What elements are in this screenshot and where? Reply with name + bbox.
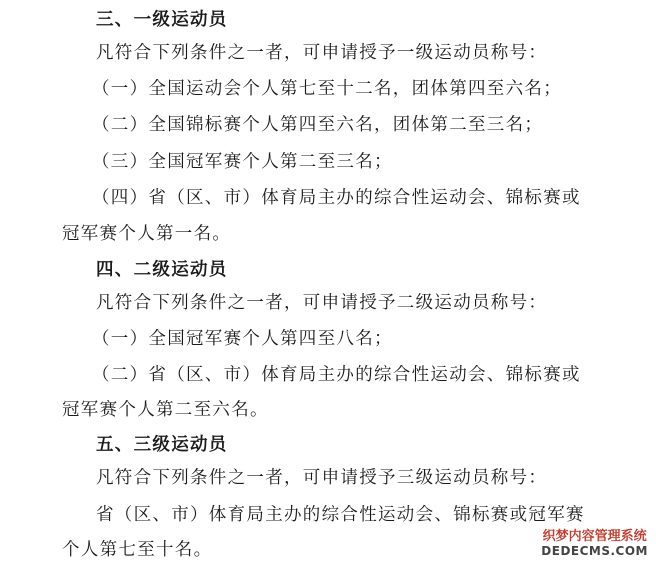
list-item: （一）全国冠军赛个人第四至八名； bbox=[92, 329, 393, 349]
list-item: （二）全国锦标赛个人第四至六名，团体第二至三名； bbox=[92, 115, 544, 135]
list-item: （三）全国冠军赛个人第二至三名； bbox=[92, 152, 393, 172]
watermark-cn-text: 织梦内容管理系统 bbox=[542, 529, 647, 544]
list-item-continuation: 冠军赛个人第一名。 bbox=[62, 224, 232, 244]
section-intro-first-class: 凡符合下列条件之一者，可申请授予一级运动员称号： bbox=[96, 43, 548, 63]
paragraph: 省（区、市）体育局主办的综合性运动会、锦标赛或冠军赛 bbox=[96, 505, 585, 525]
list-item: （一）全国运动会个人第七至十二名，团体第四至六名； bbox=[92, 79, 562, 99]
watermark-en-text: DEDECMS.COM bbox=[541, 544, 648, 558]
section-title-first-class-athlete: 三、一级运动员 bbox=[96, 10, 228, 30]
watermark-logo bbox=[541, 529, 648, 559]
list-item: （四）省（区、市）体育局主办的综合性运动会、锦标赛或 bbox=[92, 188, 581, 208]
section-intro-second-class: 凡符合下列条件之一者，可申请授予二级运动员称号： bbox=[96, 293, 548, 313]
list-item-continuation: 冠军赛个人第二至六名。 bbox=[62, 400, 269, 420]
section-title-third-class-athlete: 五、三级运动员 bbox=[96, 435, 228, 455]
list-item: （二）省（区、市）体育局主办的综合性运动会、锦标赛或 bbox=[92, 365, 581, 385]
section-intro-third-class: 凡符合下列条件之一者，可申请授予三级运动员称号： bbox=[96, 468, 548, 488]
paragraph-continuation: 个人第七至十名。 bbox=[62, 540, 213, 560]
section-title-second-class-athlete: 四、二级运动员 bbox=[96, 260, 228, 280]
